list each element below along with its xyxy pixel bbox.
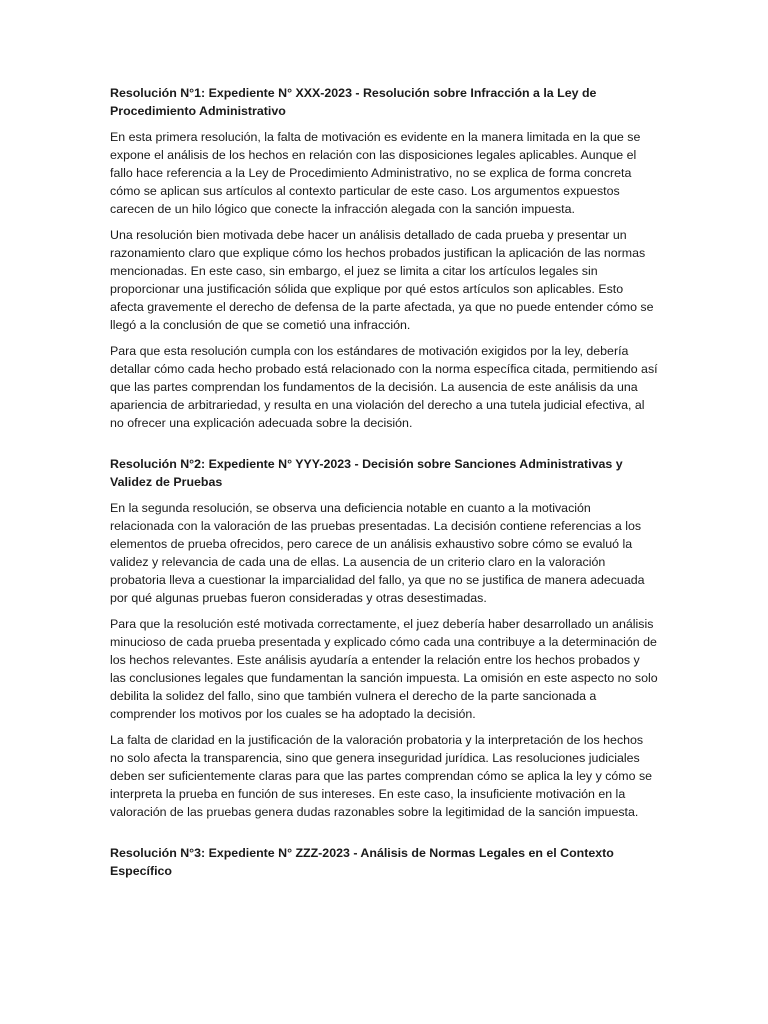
document-page [110,84,658,903]
section-heading: Resolución N°1: Expediente N° XXX-2023 - Resolución sobre Infracción a la Ley de Procedimiento Administrativo [110,86,597,118]
resolution-section-3 [110,844,658,880]
paragraph: Una resolución bien motivada debe hacer un análisis detallado de cada prueba y presentar un razonamiento claro que explique cómo los hechos probados justifican la aplicación de las normas mencionadas. En este caso, sin embargo, el juez se limita a citar los artículos legales sin proporcionar una justificación sólida que explique por qué estos artículos son aplicables. Esto afecta gravemente el derecho de defensa de la parte afectada, ya que no puede entender cómo se llegó a la conclusión de que se cometió una infracción. [110,228,654,332]
paragraph: Para que esta resolución cumpla con los estándares de motivación exigidos por la ley, debería detallar cómo cada hecho probado está relacionado con la norma específica citada, permitiendo así que las partes comprendan los fundamentos de la decisión. La ausencia de este análisis da una apariencia de arbitrariedad, y resulta en una violación del derecho a una tutela judicial efectiva, al no ofrecer una explicación adecuada sobre la decisión. [110,344,658,430]
paragraph: Para que la resolución esté motivada correctamente, el juez debería haber desarrollado un análisis minucioso de cada prueba presentada y explicado cómo cada una contribuye a la determinación de los hechos relevantes. Este análisis ayudaría a entender la relación entre los hechos probados y las conclusiones legales que fundamentan la sanción impuesta. La omisión en este aspecto no solo debilita la solidez del fallo, sino que también vulnera el derecho de la parte sancionada a comprender los motivos por los cuales se ha adoptado la decisión. [110,617,658,721]
paragraph: En la segunda resolución, se observa una deficiencia notable en cuanto a la motivación relacionada con la valoración de las pruebas presentadas. La decisión contiene referencias a los elementos de prueba ofrecidos, pero carece de un análisis exhaustivo sobre cómo se evaluó la validez y relevancia de cada una de ellas. La ausencia de un criterio claro en la valoración probatoria lleva a cuestionar la imparcialidad del fallo, ya que no se justifica de manera adecuada por qué algunas pruebas fueron consideradas y otras desestimadas. [110,501,645,605]
resolution-section-1 [110,84,658,432]
paragraph: La falta de claridad en la justificación de la valoración probatoria y la interpretación de los hechos no solo afecta la transparencia, sino que genera inseguridad jurídica. Las resoluciones judiciales deben ser suficientemente claras para que las partes comprendan cómo se aplica la ley y cómo se interpreta la prueba en función de sus intereses. En este caso, la insuficiente motivación en la valoración de las pruebas genera dudas razonables sobre la legitimidad de la sanción impuesta. [110,733,653,819]
section-heading: Resolución N°3: Expediente N° ZZZ-2023 - Análisis de Normas Legales en el Contexto Específico [110,846,614,878]
paragraph: En esta primera resolución, la falta de motivación es evidente en la manera limitada en la que se expone el análisis de los hechos en relación con las disposiciones legales aplicables. Aunque el fallo hace referencia a la Ley de Procedimiento Administrativo, no se explica de forma concreta cómo se aplican sus artículos al contexto particular de este caso. Los argumentos expuestos carecen de un hilo lógico que conecte la infracción alegada con la sanción impuesta. [110,130,641,216]
section-heading: Resolución N°2: Expediente N° YYY-2023 - Decisión sobre Sanciones Administrativas y Validez de Pruebas [110,457,623,489]
resolution-section-2 [110,455,658,821]
